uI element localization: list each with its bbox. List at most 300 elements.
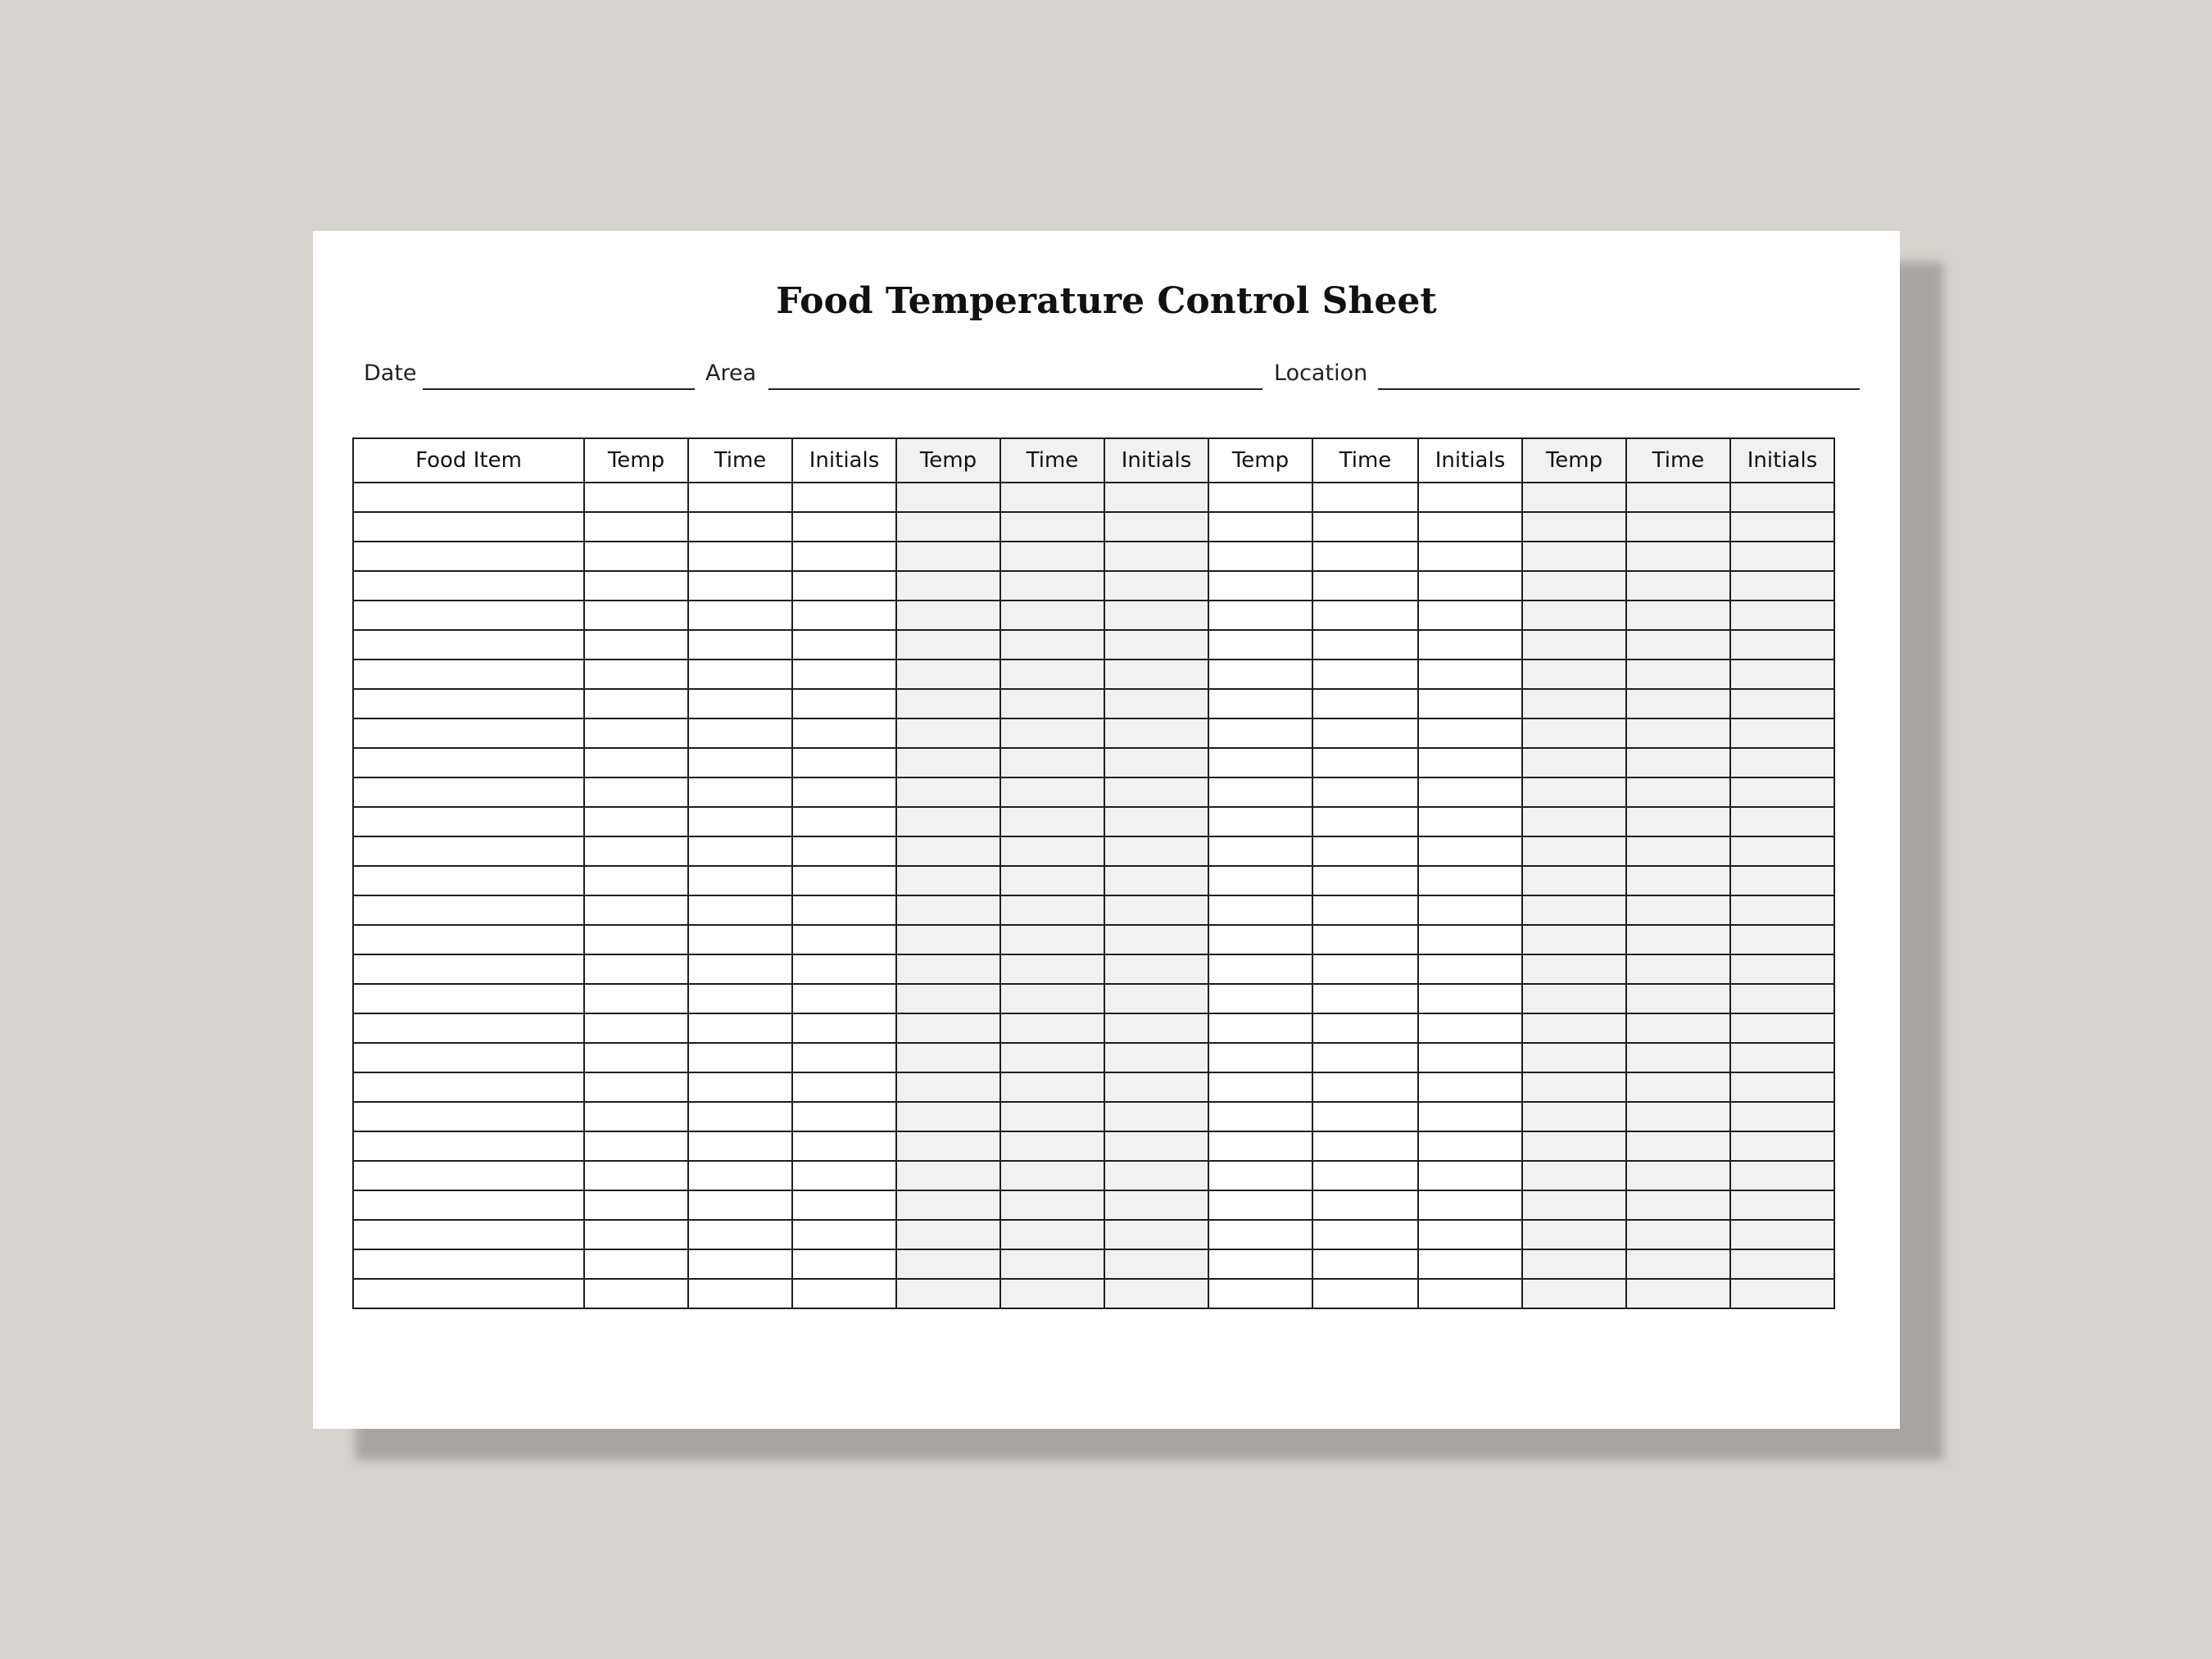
entry-cell[interactable] [688, 836, 792, 866]
entry-cell[interactable] [1000, 601, 1104, 630]
entry-cell[interactable] [1626, 1249, 1730, 1279]
entry-cell[interactable] [1000, 1131, 1104, 1161]
entry-cell[interactable] [792, 1190, 896, 1220]
entry-cell[interactable] [1000, 718, 1104, 748]
entry-cell[interactable] [1626, 954, 1730, 984]
entry-cell[interactable] [688, 1279, 792, 1308]
entry-cell[interactable] [1000, 1013, 1104, 1043]
entry-cell[interactable] [688, 748, 792, 777]
food-item-cell[interactable] [353, 748, 584, 777]
entry-cell[interactable] [1104, 1279, 1208, 1308]
food-item-cell[interactable] [353, 925, 584, 954]
entry-cell[interactable] [1626, 718, 1730, 748]
entry-cell[interactable] [1000, 954, 1104, 984]
location-field[interactable] [1378, 388, 1860, 390]
entry-cell[interactable] [1626, 1013, 1730, 1043]
entry-cell[interactable] [1418, 925, 1522, 954]
entry-cell[interactable] [1522, 1220, 1626, 1249]
entry-cell[interactable] [1000, 1279, 1104, 1308]
entry-cell[interactable] [1730, 571, 1834, 601]
entry-cell[interactable] [1522, 718, 1626, 748]
entry-cell[interactable] [688, 807, 792, 836]
entry-cell[interactable] [1626, 512, 1730, 542]
entry-cell[interactable] [1000, 512, 1104, 542]
entry-cell[interactable] [688, 1220, 792, 1249]
entry-cell[interactable] [1730, 836, 1834, 866]
entry-cell[interactable] [896, 748, 1000, 777]
food-item-cell[interactable] [353, 777, 584, 807]
entry-cell[interactable] [1730, 1190, 1834, 1220]
entry-cell[interactable] [792, 1072, 896, 1102]
entry-cell[interactable] [896, 1072, 1000, 1102]
entry-cell[interactable] [792, 748, 896, 777]
entry-cell[interactable] [1312, 1220, 1418, 1249]
entry-cell[interactable] [1104, 689, 1208, 718]
entry-cell[interactable] [896, 1131, 1000, 1161]
entry-cell[interactable] [584, 1131, 688, 1161]
entry-cell[interactable] [1000, 660, 1104, 689]
entry-cell[interactable] [1730, 895, 1834, 925]
entry-cell[interactable] [688, 1161, 792, 1190]
entry-cell[interactable] [792, 895, 896, 925]
entry-cell[interactable] [1208, 1249, 1312, 1279]
entry-cell[interactable] [584, 571, 688, 601]
entry-cell[interactable] [1626, 807, 1730, 836]
date-field[interactable] [423, 388, 695, 390]
entry-cell[interactable] [1208, 895, 1312, 925]
entry-cell[interactable] [896, 1279, 1000, 1308]
entry-cell[interactable] [1104, 807, 1208, 836]
entry-cell[interactable] [896, 630, 1000, 660]
entry-cell[interactable] [1730, 542, 1834, 571]
entry-cell[interactable] [1418, 1190, 1522, 1220]
entry-cell[interactable] [1730, 954, 1834, 984]
entry-cell[interactable] [896, 1190, 1000, 1220]
entry-cell[interactable] [1104, 836, 1208, 866]
food-item-cell[interactable] [353, 542, 584, 571]
entry-cell[interactable] [1418, 748, 1522, 777]
entry-cell[interactable] [1104, 954, 1208, 984]
entry-cell[interactable] [1312, 807, 1418, 836]
food-item-cell[interactable] [353, 836, 584, 866]
entry-cell[interactable] [1208, 1220, 1312, 1249]
food-item-cell[interactable] [353, 866, 584, 895]
food-item-cell[interactable] [353, 571, 584, 601]
entry-cell[interactable] [1730, 1249, 1834, 1279]
entry-cell[interactable] [1208, 1131, 1312, 1161]
entry-cell[interactable] [584, 1279, 688, 1308]
entry-cell[interactable] [1208, 601, 1312, 630]
entry-cell[interactable] [1418, 630, 1522, 660]
entry-cell[interactable] [688, 984, 792, 1013]
entry-cell[interactable] [1418, 836, 1522, 866]
entry-cell[interactable] [896, 1161, 1000, 1190]
entry-cell[interactable] [1418, 601, 1522, 630]
entry-cell[interactable] [584, 866, 688, 895]
entry-cell[interactable] [584, 895, 688, 925]
entry-cell[interactable] [1418, 571, 1522, 601]
entry-cell[interactable] [1418, 483, 1522, 512]
entry-cell[interactable] [1522, 1161, 1626, 1190]
entry-cell[interactable] [792, 689, 896, 718]
entry-cell[interactable] [1418, 866, 1522, 895]
entry-cell[interactable] [1418, 689, 1522, 718]
entry-cell[interactable] [792, 954, 896, 984]
entry-cell[interactable] [1312, 1161, 1418, 1190]
entry-cell[interactable] [1522, 1249, 1626, 1279]
entry-cell[interactable] [1000, 748, 1104, 777]
entry-cell[interactable] [1626, 689, 1730, 718]
entry-cell[interactable] [1730, 483, 1834, 512]
entry-cell[interactable] [1104, 718, 1208, 748]
entry-cell[interactable] [792, 512, 896, 542]
entry-cell[interactable] [1626, 542, 1730, 571]
entry-cell[interactable] [792, 660, 896, 689]
entry-cell[interactable] [1208, 1161, 1312, 1190]
entry-cell[interactable] [896, 483, 1000, 512]
entry-cell[interactable] [688, 925, 792, 954]
entry-cell[interactable] [1208, 1043, 1312, 1072]
entry-cell[interactable] [1312, 689, 1418, 718]
entry-cell[interactable] [896, 954, 1000, 984]
entry-cell[interactable] [1730, 807, 1834, 836]
food-item-cell[interactable] [353, 1220, 584, 1249]
entry-cell[interactable] [1208, 689, 1312, 718]
entry-cell[interactable] [1104, 1131, 1208, 1161]
entry-cell[interactable] [1730, 718, 1834, 748]
entry-cell[interactable] [1522, 571, 1626, 601]
entry-cell[interactable] [1730, 866, 1834, 895]
entry-cell[interactable] [1626, 1102, 1730, 1131]
entry-cell[interactable] [1418, 1161, 1522, 1190]
food-item-cell[interactable] [353, 984, 584, 1013]
entry-cell[interactable] [1312, 483, 1418, 512]
entry-cell[interactable] [792, 1043, 896, 1072]
entry-cell[interactable] [688, 483, 792, 512]
entry-cell[interactable] [688, 895, 792, 925]
entry-cell[interactable] [584, 483, 688, 512]
entry-cell[interactable] [1000, 1043, 1104, 1072]
entry-cell[interactable] [1730, 984, 1834, 1013]
entry-cell[interactable] [1730, 512, 1834, 542]
entry-cell[interactable] [1730, 748, 1834, 777]
entry-cell[interactable] [1730, 660, 1834, 689]
entry-cell[interactable] [1312, 866, 1418, 895]
entry-cell[interactable] [584, 777, 688, 807]
entry-cell[interactable] [1104, 1072, 1208, 1102]
entry-cell[interactable] [1312, 1190, 1418, 1220]
entry-cell[interactable] [1522, 1190, 1626, 1220]
entry-cell[interactable] [1730, 1161, 1834, 1190]
entry-cell[interactable] [1626, 748, 1730, 777]
entry-cell[interactable] [1208, 866, 1312, 895]
entry-cell[interactable] [1626, 895, 1730, 925]
entry-cell[interactable] [1418, 1220, 1522, 1249]
food-item-cell[interactable] [353, 630, 584, 660]
entry-cell[interactable] [1522, 984, 1626, 1013]
entry-cell[interactable] [896, 866, 1000, 895]
entry-cell[interactable] [584, 807, 688, 836]
entry-cell[interactable] [1104, 1161, 1208, 1190]
entry-cell[interactable] [1312, 1013, 1418, 1043]
entry-cell[interactable] [896, 542, 1000, 571]
entry-cell[interactable] [1104, 777, 1208, 807]
entry-cell[interactable] [688, 866, 792, 895]
food-item-cell[interactable] [353, 895, 584, 925]
entry-cell[interactable] [1104, 630, 1208, 660]
entry-cell[interactable] [1522, 1279, 1626, 1308]
entry-cell[interactable] [688, 1043, 792, 1072]
area-field[interactable] [768, 388, 1262, 390]
entry-cell[interactable] [1418, 1102, 1522, 1131]
entry-cell[interactable] [1312, 748, 1418, 777]
entry-cell[interactable] [1626, 1220, 1730, 1249]
entry-cell[interactable] [1730, 1013, 1834, 1043]
entry-cell[interactable] [1208, 542, 1312, 571]
entry-cell[interactable] [1000, 542, 1104, 571]
entry-cell[interactable] [1522, 895, 1626, 925]
entry-cell[interactable] [584, 1190, 688, 1220]
entry-cell[interactable] [1000, 1220, 1104, 1249]
entry-cell[interactable] [1626, 1161, 1730, 1190]
entry-cell[interactable] [896, 1102, 1000, 1131]
entry-cell[interactable] [1312, 630, 1418, 660]
entry-cell[interactable] [584, 925, 688, 954]
entry-cell[interactable] [1418, 895, 1522, 925]
entry-cell[interactable] [1418, 660, 1522, 689]
entry-cell[interactable] [1000, 866, 1104, 895]
entry-cell[interactable] [1626, 1131, 1730, 1161]
entry-cell[interactable] [1730, 1072, 1834, 1102]
entry-cell[interactable] [1522, 483, 1626, 512]
food-item-cell[interactable] [353, 1279, 584, 1308]
food-item-cell[interactable] [353, 1249, 584, 1279]
entry-cell[interactable] [1208, 630, 1312, 660]
entry-cell[interactable] [792, 601, 896, 630]
food-item-cell[interactable] [353, 601, 584, 630]
entry-cell[interactable] [1626, 1072, 1730, 1102]
entry-cell[interactable] [584, 630, 688, 660]
entry-cell[interactable] [1104, 748, 1208, 777]
entry-cell[interactable] [792, 866, 896, 895]
entry-cell[interactable] [1208, 1072, 1312, 1102]
entry-cell[interactable] [1626, 984, 1730, 1013]
entry-cell[interactable] [1522, 1043, 1626, 1072]
entry-cell[interactable] [688, 1013, 792, 1043]
entry-cell[interactable] [1418, 1279, 1522, 1308]
entry-cell[interactable] [1418, 718, 1522, 748]
entry-cell[interactable] [1730, 1102, 1834, 1131]
entry-cell[interactable] [1104, 1102, 1208, 1131]
entry-cell[interactable] [1312, 954, 1418, 984]
entry-cell[interactable] [1418, 954, 1522, 984]
entry-cell[interactable] [1000, 1102, 1104, 1131]
entry-cell[interactable] [1000, 895, 1104, 925]
food-item-cell[interactable] [353, 1102, 584, 1131]
entry-cell[interactable] [688, 542, 792, 571]
entry-cell[interactable] [584, 748, 688, 777]
entry-cell[interactable] [1104, 1220, 1208, 1249]
entry-cell[interactable] [688, 1190, 792, 1220]
entry-cell[interactable] [1418, 1013, 1522, 1043]
entry-cell[interactable] [584, 512, 688, 542]
food-item-cell[interactable] [353, 483, 584, 512]
entry-cell[interactable] [1418, 1249, 1522, 1279]
entry-cell[interactable] [1208, 1279, 1312, 1308]
entry-cell[interactable] [584, 1161, 688, 1190]
entry-cell[interactable] [1522, 866, 1626, 895]
entry-cell[interactable] [1312, 984, 1418, 1013]
entry-cell[interactable] [1418, 807, 1522, 836]
entry-cell[interactable] [1312, 601, 1418, 630]
entry-cell[interactable] [896, 1013, 1000, 1043]
entry-cell[interactable] [1522, 601, 1626, 630]
entry-cell[interactable] [1312, 1131, 1418, 1161]
entry-cell[interactable] [1208, 1190, 1312, 1220]
entry-cell[interactable] [1626, 1279, 1730, 1308]
entry-cell[interactable] [1626, 601, 1730, 630]
entry-cell[interactable] [584, 954, 688, 984]
entry-cell[interactable] [1104, 866, 1208, 895]
entry-cell[interactable] [896, 807, 1000, 836]
entry-cell[interactable] [688, 689, 792, 718]
entry-cell[interactable] [1208, 954, 1312, 984]
entry-cell[interactable] [1312, 836, 1418, 866]
entry-cell[interactable] [792, 1220, 896, 1249]
entry-cell[interactable] [896, 1249, 1000, 1279]
entry-cell[interactable] [792, 777, 896, 807]
entry-cell[interactable] [1312, 542, 1418, 571]
entry-cell[interactable] [1626, 925, 1730, 954]
entry-cell[interactable] [1626, 777, 1730, 807]
entry-cell[interactable] [1418, 512, 1522, 542]
entry-cell[interactable] [584, 836, 688, 866]
entry-cell[interactable] [1312, 1072, 1418, 1102]
entry-cell[interactable] [1208, 984, 1312, 1013]
entry-cell[interactable] [1418, 1072, 1522, 1102]
food-item-cell[interactable] [353, 718, 584, 748]
entry-cell[interactable] [1208, 807, 1312, 836]
entry-cell[interactable] [688, 601, 792, 630]
entry-cell[interactable] [688, 1102, 792, 1131]
entry-cell[interactable] [1312, 925, 1418, 954]
entry-cell[interactable] [584, 1220, 688, 1249]
entry-cell[interactable] [792, 807, 896, 836]
entry-cell[interactable] [1104, 512, 1208, 542]
entry-cell[interactable] [1626, 1043, 1730, 1072]
entry-cell[interactable] [1626, 630, 1730, 660]
entry-cell[interactable] [1312, 718, 1418, 748]
entry-cell[interactable] [1522, 1131, 1626, 1161]
entry-cell[interactable] [792, 542, 896, 571]
entry-cell[interactable] [1626, 836, 1730, 866]
food-item-cell[interactable] [353, 1190, 584, 1220]
entry-cell[interactable] [688, 1072, 792, 1102]
entry-cell[interactable] [1000, 777, 1104, 807]
entry-cell[interactable] [1000, 630, 1104, 660]
entry-cell[interactable] [1418, 1043, 1522, 1072]
entry-cell[interactable] [896, 984, 1000, 1013]
entry-cell[interactable] [1730, 777, 1834, 807]
entry-cell[interactable] [1312, 660, 1418, 689]
entry-cell[interactable] [896, 925, 1000, 954]
entry-cell[interactable] [1730, 630, 1834, 660]
entry-cell[interactable] [896, 601, 1000, 630]
entry-cell[interactable] [1104, 660, 1208, 689]
entry-cell[interactable] [896, 836, 1000, 866]
entry-cell[interactable] [792, 630, 896, 660]
entry-cell[interactable] [1000, 571, 1104, 601]
entry-cell[interactable] [792, 1013, 896, 1043]
entry-cell[interactable] [1104, 984, 1208, 1013]
entry-cell[interactable] [1000, 984, 1104, 1013]
entry-cell[interactable] [1522, 630, 1626, 660]
entry-cell[interactable] [688, 512, 792, 542]
entry-cell[interactable] [1208, 718, 1312, 748]
food-item-cell[interactable] [353, 807, 584, 836]
entry-cell[interactable] [1000, 689, 1104, 718]
entry-cell[interactable] [688, 718, 792, 748]
entry-cell[interactable] [1418, 1131, 1522, 1161]
entry-cell[interactable] [1000, 1190, 1104, 1220]
entry-cell[interactable] [688, 630, 792, 660]
entry-cell[interactable] [1312, 1249, 1418, 1279]
entry-cell[interactable] [584, 1043, 688, 1072]
entry-cell[interactable] [896, 1220, 1000, 1249]
entry-cell[interactable] [688, 1249, 792, 1279]
entry-cell[interactable] [1312, 571, 1418, 601]
food-item-cell[interactable] [353, 1043, 584, 1072]
entry-cell[interactable] [1104, 601, 1208, 630]
entry-cell[interactable] [1522, 512, 1626, 542]
entry-cell[interactable] [584, 718, 688, 748]
entry-cell[interactable] [1208, 748, 1312, 777]
food-item-cell[interactable] [353, 1072, 584, 1102]
entry-cell[interactable] [584, 1102, 688, 1131]
entry-cell[interactable] [1730, 601, 1834, 630]
entry-cell[interactable] [1730, 689, 1834, 718]
entry-cell[interactable] [1730, 925, 1834, 954]
entry-cell[interactable] [1208, 836, 1312, 866]
entry-cell[interactable] [1000, 807, 1104, 836]
entry-cell[interactable] [792, 1249, 896, 1279]
entry-cell[interactable] [1104, 925, 1208, 954]
entry-cell[interactable] [1312, 1043, 1418, 1072]
entry-cell[interactable] [1000, 925, 1104, 954]
entry-cell[interactable] [1522, 954, 1626, 984]
entry-cell[interactable] [1626, 866, 1730, 895]
entry-cell[interactable] [584, 1249, 688, 1279]
entry-cell[interactable] [1522, 748, 1626, 777]
entry-cell[interactable] [1104, 483, 1208, 512]
entry-cell[interactable] [1626, 571, 1730, 601]
entry-cell[interactable] [1104, 571, 1208, 601]
entry-cell[interactable] [792, 571, 896, 601]
entry-cell[interactable] [792, 925, 896, 954]
entry-cell[interactable] [1730, 1220, 1834, 1249]
food-item-cell[interactable] [353, 512, 584, 542]
entry-cell[interactable] [896, 1043, 1000, 1072]
entry-cell[interactable] [1208, 571, 1312, 601]
entry-cell[interactable] [1208, 1013, 1312, 1043]
entry-cell[interactable] [584, 660, 688, 689]
entry-cell[interactable] [1312, 777, 1418, 807]
entry-cell[interactable] [688, 1131, 792, 1161]
entry-cell[interactable] [1522, 542, 1626, 571]
entry-cell[interactable] [688, 571, 792, 601]
entry-cell[interactable] [1208, 660, 1312, 689]
entry-cell[interactable] [1104, 1249, 1208, 1279]
